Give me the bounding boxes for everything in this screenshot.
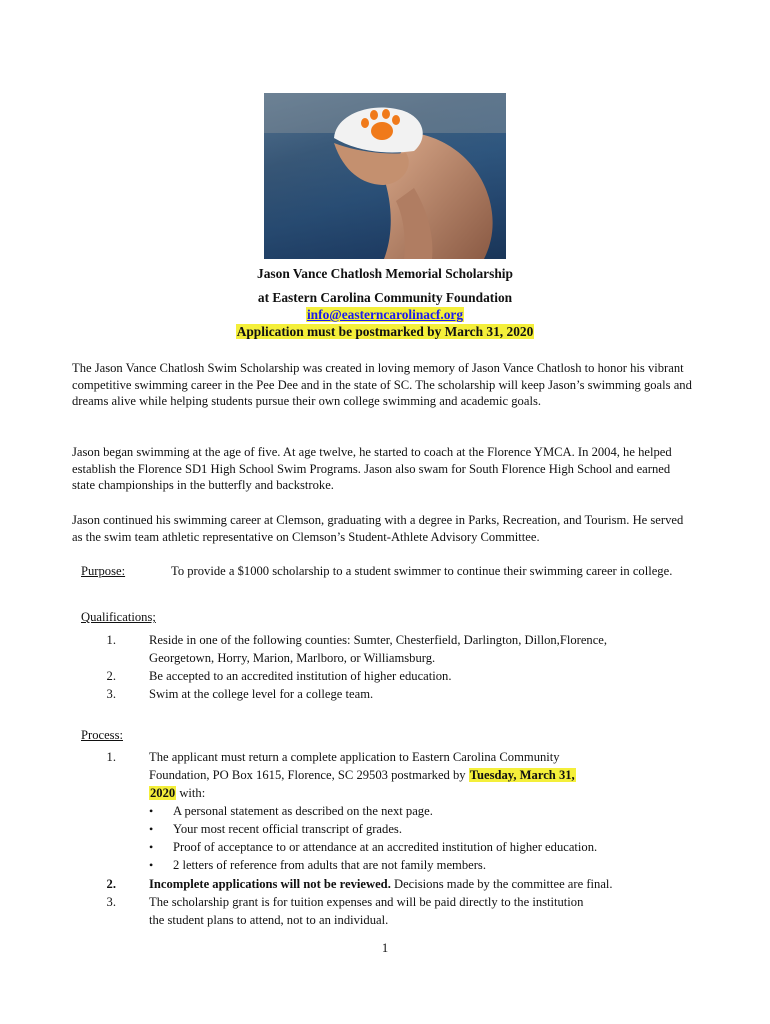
item-number: 1. [106, 750, 116, 764]
intro-paragraph-1: The Jason Vance Chatlosh Swim Scholarship was created in loving memory of Jason Vance Chatlosh to honor his vibrant competitive swimming career in the Pee Dee and in the state of SC. The scholarship will keep Jason’s swimming goals and dreams alive while helping students pursue their own college swimming and academic goals. [72, 361, 692, 408]
deadline-line [0, 324, 770, 341]
email-line [0, 307, 770, 324]
item-text-line [149, 785, 669, 802]
item-number: 2. [106, 877, 116, 891]
qualifications-title: Qualifications; [81, 610, 156, 624]
item-number: 2. [106, 669, 116, 683]
bullet-text: Your most recent official transcript of grades. [173, 822, 402, 836]
intro-paragraph-2: Jason began swimming at the age of five. At age twelve, he started to coach at the Florence YMCA. In 2004, he helped establish the Florence SD1 High School Swim Programs. Jason also swam for South Florence High School and earned state championships in the butterfly and backstroke. [72, 445, 672, 492]
item-text: The scholarship grant is for tuition expenses and will be paid directly to the institution [149, 895, 584, 909]
item-number: 1. [106, 633, 116, 647]
process-title: Process: [81, 728, 123, 742]
email-link[interactable]: info@easterncarolinacf.org [306, 307, 464, 322]
item-text-rest: Decisions made by the committee are final. [390, 877, 613, 891]
bullet-text: A personal statement as described on the next page. [173, 804, 433, 818]
item-text: the student plans to attend, not to an individual. [149, 913, 389, 927]
scholarship-title: Jason Vance Chatlosh Memorial Scholarship [257, 266, 513, 281]
bullet-text: 2 letters of reference from adults that are not family members. [173, 858, 486, 872]
intro-paragraph-3: Jason continued his swimming career at Clemson, graduating with a degree in Parks, Recreation, and Tourism. He served as the swim team athletic representative on Clemson’s Student-Athlete Advisory Committee. [72, 513, 684, 544]
year-highlight: 2020 [150, 786, 176, 800]
bullet-icon: • [149, 840, 154, 854]
bullet-icon: • [149, 822, 154, 836]
item-text: Be accepted to an accredited institution of higher education. [149, 669, 452, 683]
bullet-icon: • [149, 858, 154, 872]
item-text-line [149, 876, 669, 893]
item-text: Georgetown, Horry, Marion, Marlboro, or Williamsburg. [149, 651, 436, 665]
item-text: Swim at the college level for a college team. [149, 687, 374, 701]
date-highlight: Tuesday, March 31, [469, 768, 575, 782]
purpose-text: To provide a $1000 scholarship to a student swimmer to continue their swimming career in college. [171, 564, 673, 578]
item-text-post: with: [176, 786, 206, 800]
item-number: 3. [106, 687, 116, 701]
page-number: 1 [381, 941, 389, 955]
item-text-pre: Foundation, PO Box 1615, Florence, SC 29503 postmarked by [149, 768, 469, 782]
swimmer-illustration [264, 93, 506, 259]
item-text: The applicant must return a complete application to Eastern Carolina Community [149, 750, 560, 764]
bullet-icon: • [149, 804, 154, 818]
foundation-line: at Eastern Carolina Community Foundation [257, 290, 513, 305]
swimmer-photo [264, 93, 506, 259]
item-text-line [149, 767, 669, 784]
item-number: 3. [106, 895, 116, 909]
purpose-label: Purpose: [81, 564, 126, 578]
bullet-text: Proof of acceptance to or attendance at an accredited institution of higher education. [173, 840, 598, 854]
item-text: Reside in one of the following counties: Sumter, Chesterfield, Darlington, Dillon,Florence, [149, 633, 608, 647]
deadline-highlight: Application must be postmarked by March 31, 2020 [236, 324, 534, 339]
warning-text: Incomplete applications will not be reviewed. [149, 877, 391, 891]
